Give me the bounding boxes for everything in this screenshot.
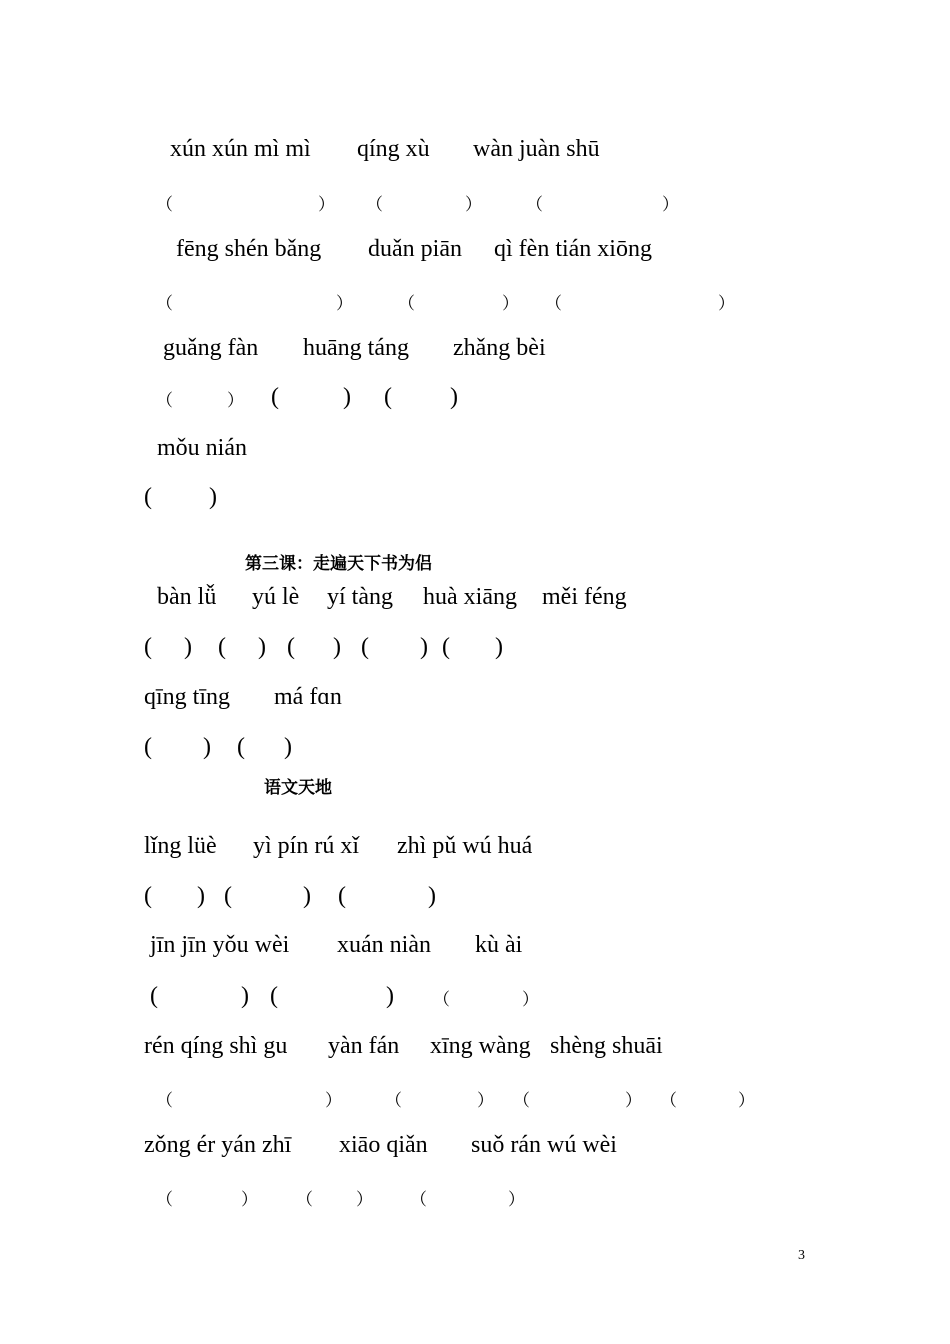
pinyin-term: xiāo qiǎn: [339, 1132, 428, 1158]
answer-bracket: ）: [625, 1091, 642, 1110]
pinyin-term: guǎng fàn: [163, 335, 259, 361]
answer-bracket: （: [513, 1091, 530, 1110]
answer-bracket: (: [144, 883, 152, 909]
answer-bracket: (: [271, 384, 279, 410]
answer-bracket: （: [156, 195, 173, 214]
answer-bracket: (: [144, 734, 152, 760]
answer-bracket: ）: [718, 294, 735, 313]
answer-bracket: (: [338, 883, 346, 909]
answer-bracket: （: [156, 1091, 173, 1110]
pinyin-term: qíng xù: [357, 136, 430, 162]
answer-bracket: （: [545, 294, 562, 313]
pinyin-term: yú lè: [252, 584, 300, 610]
answer-bracket: （: [660, 1091, 677, 1110]
answer-bracket: ): [450, 384, 458, 410]
answer-bracket: （: [526, 195, 543, 214]
answer-bracket: ）: [508, 1190, 525, 1209]
answer-bracket: ）: [522, 990, 539, 1009]
answer-bracket: （: [385, 1091, 402, 1110]
pinyin-term: xīng wàng: [430, 1033, 531, 1059]
pinyin-term: zhǎng bèi: [453, 335, 546, 361]
answer-bracket: ）: [227, 391, 244, 410]
answer-bracket: ）: [662, 195, 679, 214]
answer-bracket: ): [428, 883, 436, 909]
lesson-3-heading: 第三课：走遍天下书为侣: [245, 554, 432, 574]
answer-bracket: ): [386, 983, 394, 1009]
pinyin-term: bàn lǚ: [157, 584, 217, 610]
pinyin-term: jīn jīn yǒu wèi: [150, 932, 290, 958]
answer-bracket: ): [197, 883, 205, 909]
pinyin-term: qì fèn tián xiōng: [494, 236, 652, 262]
answer-bracket: (: [144, 634, 152, 660]
pinyin-term: lǐng lüè: [144, 833, 217, 859]
answer-bracket: (: [218, 634, 226, 660]
answer-bracket: ): [284, 734, 292, 760]
answer-bracket: ）: [241, 1190, 258, 1209]
yuwen-tiandi-heading: 语文天地: [264, 778, 332, 798]
answer-bracket: ）: [336, 294, 353, 313]
pinyin-term: duǎn piān: [368, 236, 462, 262]
answer-bracket: ): [343, 384, 351, 410]
answer-bracket: (: [384, 384, 392, 410]
answer-bracket: ）: [356, 1190, 373, 1209]
answer-bracket: （: [398, 294, 415, 313]
answer-bracket: (: [237, 734, 245, 760]
pinyin-term: suǒ rán wú wèi: [471, 1132, 617, 1158]
pinyin-term: xún xún mì mì: [170, 136, 311, 162]
pinyin-term: zhì pǔ wú huá: [397, 833, 533, 859]
answer-bracket: ): [420, 634, 428, 660]
answer-bracket: ）: [477, 1091, 494, 1110]
answer-bracket: ): [333, 634, 341, 660]
page-number: 3: [798, 1248, 805, 1263]
pinyin-term: shèng shuāi: [550, 1033, 663, 1059]
answer-bracket: (: [270, 983, 278, 1009]
answer-bracket: ): [258, 634, 266, 660]
pinyin-term: huà xiāng: [423, 584, 517, 610]
answer-bracket: (: [150, 983, 158, 1009]
answer-bracket: ）: [465, 195, 482, 214]
pinyin-term: yàn fán: [328, 1033, 400, 1059]
answer-bracket: （: [410, 1190, 427, 1209]
pinyin-term: měi féng: [542, 584, 627, 610]
answer-bracket: ): [184, 634, 192, 660]
answer-bracket: (: [361, 634, 369, 660]
answer-bracket: ): [495, 634, 503, 660]
answer-bracket: （: [296, 1190, 313, 1209]
answer-bracket: ）: [318, 195, 335, 214]
answer-bracket: （: [366, 195, 383, 214]
answer-bracket: (: [144, 484, 152, 510]
answer-bracket: （: [156, 391, 173, 410]
answer-bracket: （: [156, 1190, 173, 1209]
answer-bracket: ）: [738, 1091, 755, 1110]
pinyin-term: má fɑn: [274, 684, 342, 710]
pinyin-term: mǒu nián: [157, 435, 247, 461]
answer-bracket: ): [209, 484, 217, 510]
answer-bracket: ): [303, 883, 311, 909]
pinyin-term: yì pín rú xǐ: [253, 833, 359, 859]
pinyin-term: zǒng ér yán zhī: [144, 1132, 292, 1158]
pinyin-term: qīng tīng: [144, 684, 231, 710]
answer-bracket: （: [156, 294, 173, 313]
pinyin-term: wàn juàn shū: [473, 136, 600, 162]
pinyin-term: xuán niàn: [337, 932, 431, 958]
answer-bracket: ): [241, 983, 249, 1009]
pinyin-term: huāng táng: [303, 335, 409, 361]
pinyin-term: rén qíng shì gu: [144, 1033, 288, 1059]
answer-bracket: ）: [502, 294, 519, 313]
answer-bracket: ）: [325, 1091, 342, 1110]
pinyin-term: fēng shén bǎng: [176, 236, 322, 262]
answer-bracket: (: [287, 634, 295, 660]
pinyin-term: kù ài: [475, 932, 523, 958]
answer-bracket: （: [433, 990, 450, 1009]
answer-bracket: (: [224, 883, 232, 909]
pinyin-term: yí tàng: [327, 584, 393, 610]
answer-bracket: (: [442, 634, 450, 660]
answer-bracket: ): [203, 734, 211, 760]
